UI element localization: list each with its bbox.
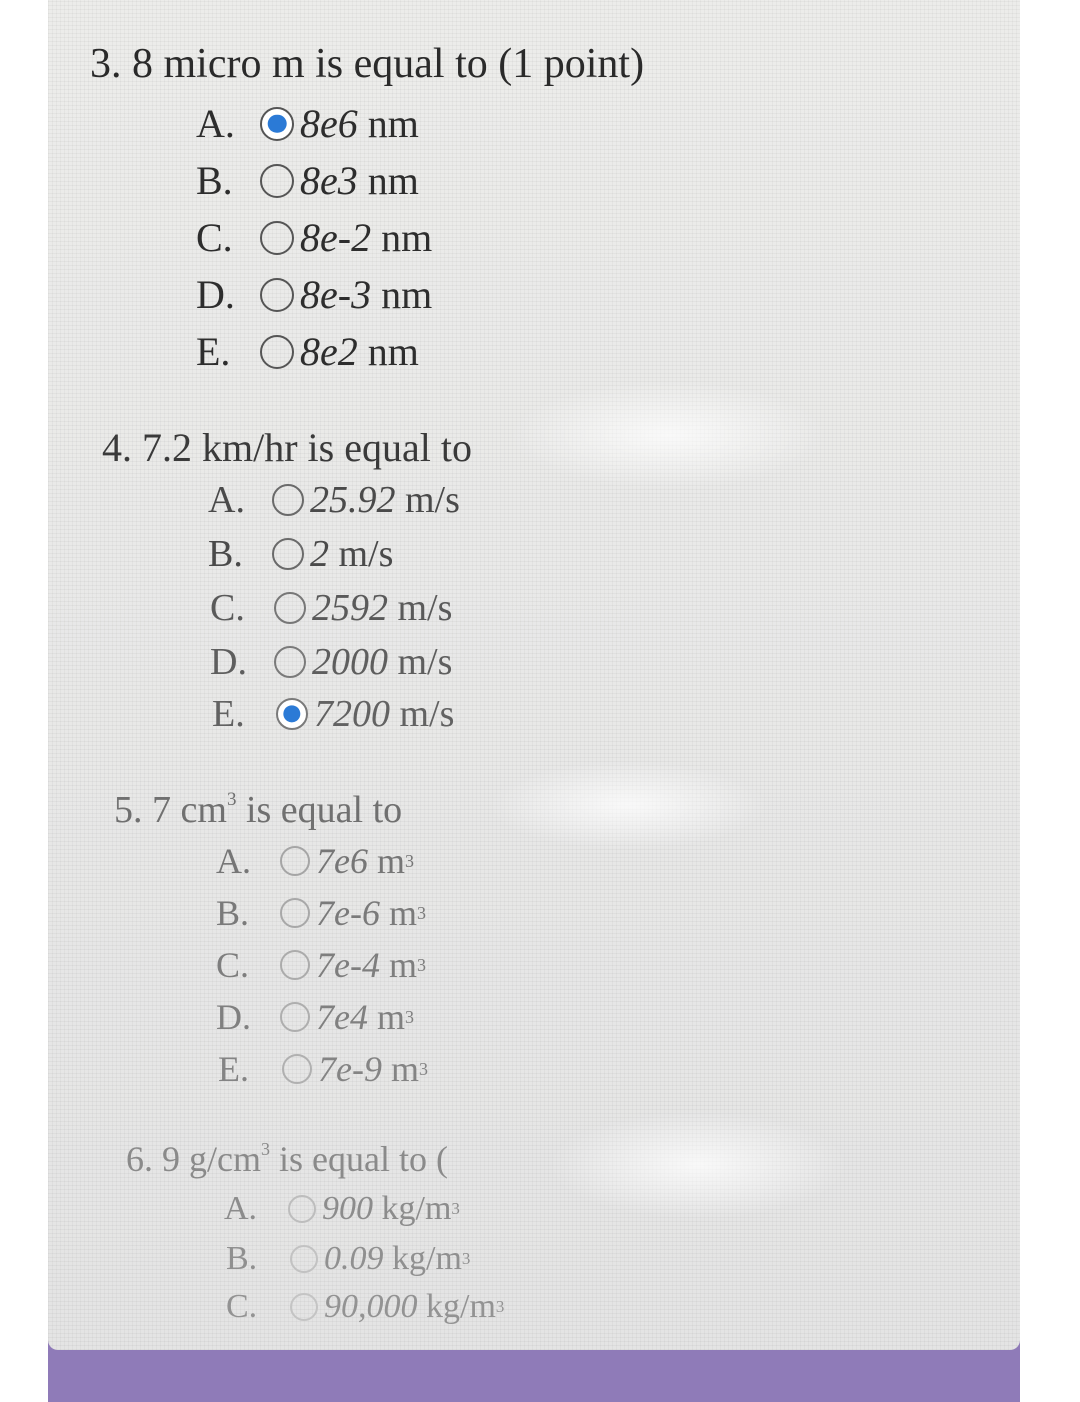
option-4-a[interactable] (208, 478, 460, 522)
radio-button[interactable] (272, 484, 304, 516)
radio-button[interactable] (272, 538, 304, 570)
option-letter: C. (196, 215, 233, 260)
option-unit: nm (367, 101, 419, 146)
option-letter: B. (196, 158, 233, 203)
option-letter: C. (226, 1288, 258, 1325)
option-value: 7e-9 (318, 1049, 382, 1089)
option-4-e[interactable] (212, 692, 454, 736)
option-letter: D. (196, 272, 235, 317)
option-value: 8e-3 (300, 272, 372, 317)
option-letter: A. (216, 841, 251, 881)
option-unit: m (388, 945, 417, 985)
radio-button[interactable] (290, 1293, 318, 1321)
question-prompt-rest: is equal to ( (278, 1139, 448, 1179)
option-unit: m (390, 1049, 419, 1089)
question-prompt: 7.2 km/hr is equal to (142, 425, 472, 470)
option-unit: kg/m (426, 1288, 496, 1325)
option-letter: B. (216, 893, 250, 933)
option-5-b[interactable] (216, 892, 426, 934)
screen-frame (48, 0, 1020, 1402)
option-value: 2592 (312, 587, 388, 629)
option-value: 8e6 (300, 101, 358, 146)
superscript: 3 (405, 850, 414, 871)
option-value: 2000 (312, 641, 388, 683)
option-unit: m/s (399, 693, 455, 735)
option-value: 7200 (314, 693, 390, 735)
option-3-b[interactable] (196, 157, 419, 204)
radio-button[interactable] (282, 1054, 312, 1084)
question-number: 5. (114, 789, 143, 831)
option-letter: E. (196, 329, 231, 374)
superscript: 3 (405, 1006, 414, 1027)
option-value: 8e-2 (300, 215, 372, 260)
question-number: 3. (90, 41, 122, 87)
superscript: 3 (226, 788, 237, 810)
option-letter: A. (208, 479, 245, 521)
option-letter: C. (216, 945, 250, 985)
option-value: 90,000 (324, 1288, 418, 1325)
option-5-a[interactable] (216, 840, 414, 882)
question-prompt: 8 micro m is equal to (1 point) (132, 41, 645, 87)
question-5-text (114, 788, 402, 832)
option-value: 8e3 (300, 158, 358, 203)
radio-button[interactable] (280, 950, 310, 980)
radio-button[interactable] (274, 592, 306, 624)
option-unit: m (376, 841, 405, 881)
option-5-e[interactable] (218, 1048, 428, 1090)
option-letter: D. (216, 997, 251, 1037)
question-number: 6. (126, 1139, 153, 1179)
option-unit: nm (381, 272, 433, 317)
option-unit: m/s (397, 587, 453, 629)
option-unit: nm (381, 215, 433, 260)
radio-button[interactable] (260, 164, 294, 198)
superscript: 3 (260, 1138, 270, 1159)
radio-button[interactable] (288, 1195, 316, 1223)
radio-button[interactable] (260, 335, 294, 369)
option-6-b[interactable] (226, 1240, 470, 1278)
radio-button[interactable] (260, 278, 294, 312)
option-unit: m (388, 893, 417, 933)
superscript: 3 (418, 1058, 428, 1079)
option-4-b[interactable] (208, 532, 393, 576)
option-unit: m (376, 997, 405, 1037)
option-value: 0.09 (324, 1240, 384, 1277)
quiz-page (48, 0, 1020, 1350)
superscript: 3 (495, 1297, 505, 1316)
question-prompt-rest: is equal to (245, 789, 403, 831)
radio-button[interactable] (280, 1002, 310, 1032)
option-value: 8e2 (300, 329, 358, 374)
radio-button[interactable] (280, 846, 310, 876)
option-6-a[interactable] (224, 1190, 460, 1228)
option-4-d[interactable] (210, 640, 452, 684)
option-unit: nm (367, 158, 419, 203)
option-letter: E. (218, 1049, 249, 1089)
radio-button[interactable] (276, 698, 308, 730)
question-4-text (102, 424, 472, 471)
option-3-d[interactable] (196, 271, 432, 318)
option-letter: A. (224, 1190, 258, 1227)
superscript: 3 (416, 954, 426, 975)
option-letter: B. (208, 533, 243, 575)
option-3-a[interactable] (196, 100, 419, 147)
radio-button[interactable] (260, 107, 294, 141)
option-unit: kg/m (392, 1240, 462, 1277)
option-6-c[interactable] (226, 1288, 504, 1326)
radio-button[interactable] (274, 646, 306, 678)
option-value: 7e6 (316, 841, 368, 881)
option-letter: A. (196, 101, 235, 146)
option-value: 7e-4 (316, 945, 380, 985)
screen-glare (548, 1110, 848, 1220)
option-value: 2 (310, 533, 329, 575)
radio-button[interactable] (260, 221, 294, 255)
superscript: 3 (451, 1199, 460, 1218)
radio-button[interactable] (290, 1245, 318, 1273)
option-letter: B. (226, 1240, 258, 1277)
screen-glare (508, 380, 828, 490)
option-unit: kg/m (381, 1190, 452, 1227)
option-value: 25.92 (310, 479, 396, 521)
option-unit: m/s (338, 533, 394, 575)
option-unit: m/s (405, 479, 460, 521)
option-5-d[interactable] (216, 996, 414, 1038)
option-unit: nm (367, 329, 419, 374)
option-value: 7e4 (316, 997, 368, 1037)
question-prompt: 9 g/cm (162, 1139, 261, 1179)
option-4-c[interactable] (210, 586, 452, 630)
option-value: 7e-6 (316, 893, 380, 933)
option-letter: C. (210, 587, 245, 629)
option-3-e[interactable] (196, 328, 419, 375)
option-3-c[interactable] (196, 214, 432, 261)
option-unit: m/s (397, 641, 453, 683)
superscript: 3 (461, 1249, 471, 1268)
question-number: 4. (102, 425, 132, 470)
question-3-text (90, 40, 644, 88)
screen-glare (488, 760, 768, 850)
superscript: 3 (416, 902, 426, 923)
option-letter: D. (210, 641, 247, 683)
option-5-c[interactable] (216, 944, 426, 986)
option-letter: E. (212, 693, 245, 735)
radio-button[interactable] (280, 898, 310, 928)
question-prompt: 7 cm (152, 789, 227, 831)
option-value: 900 (322, 1190, 373, 1227)
question-6-text (126, 1138, 448, 1180)
